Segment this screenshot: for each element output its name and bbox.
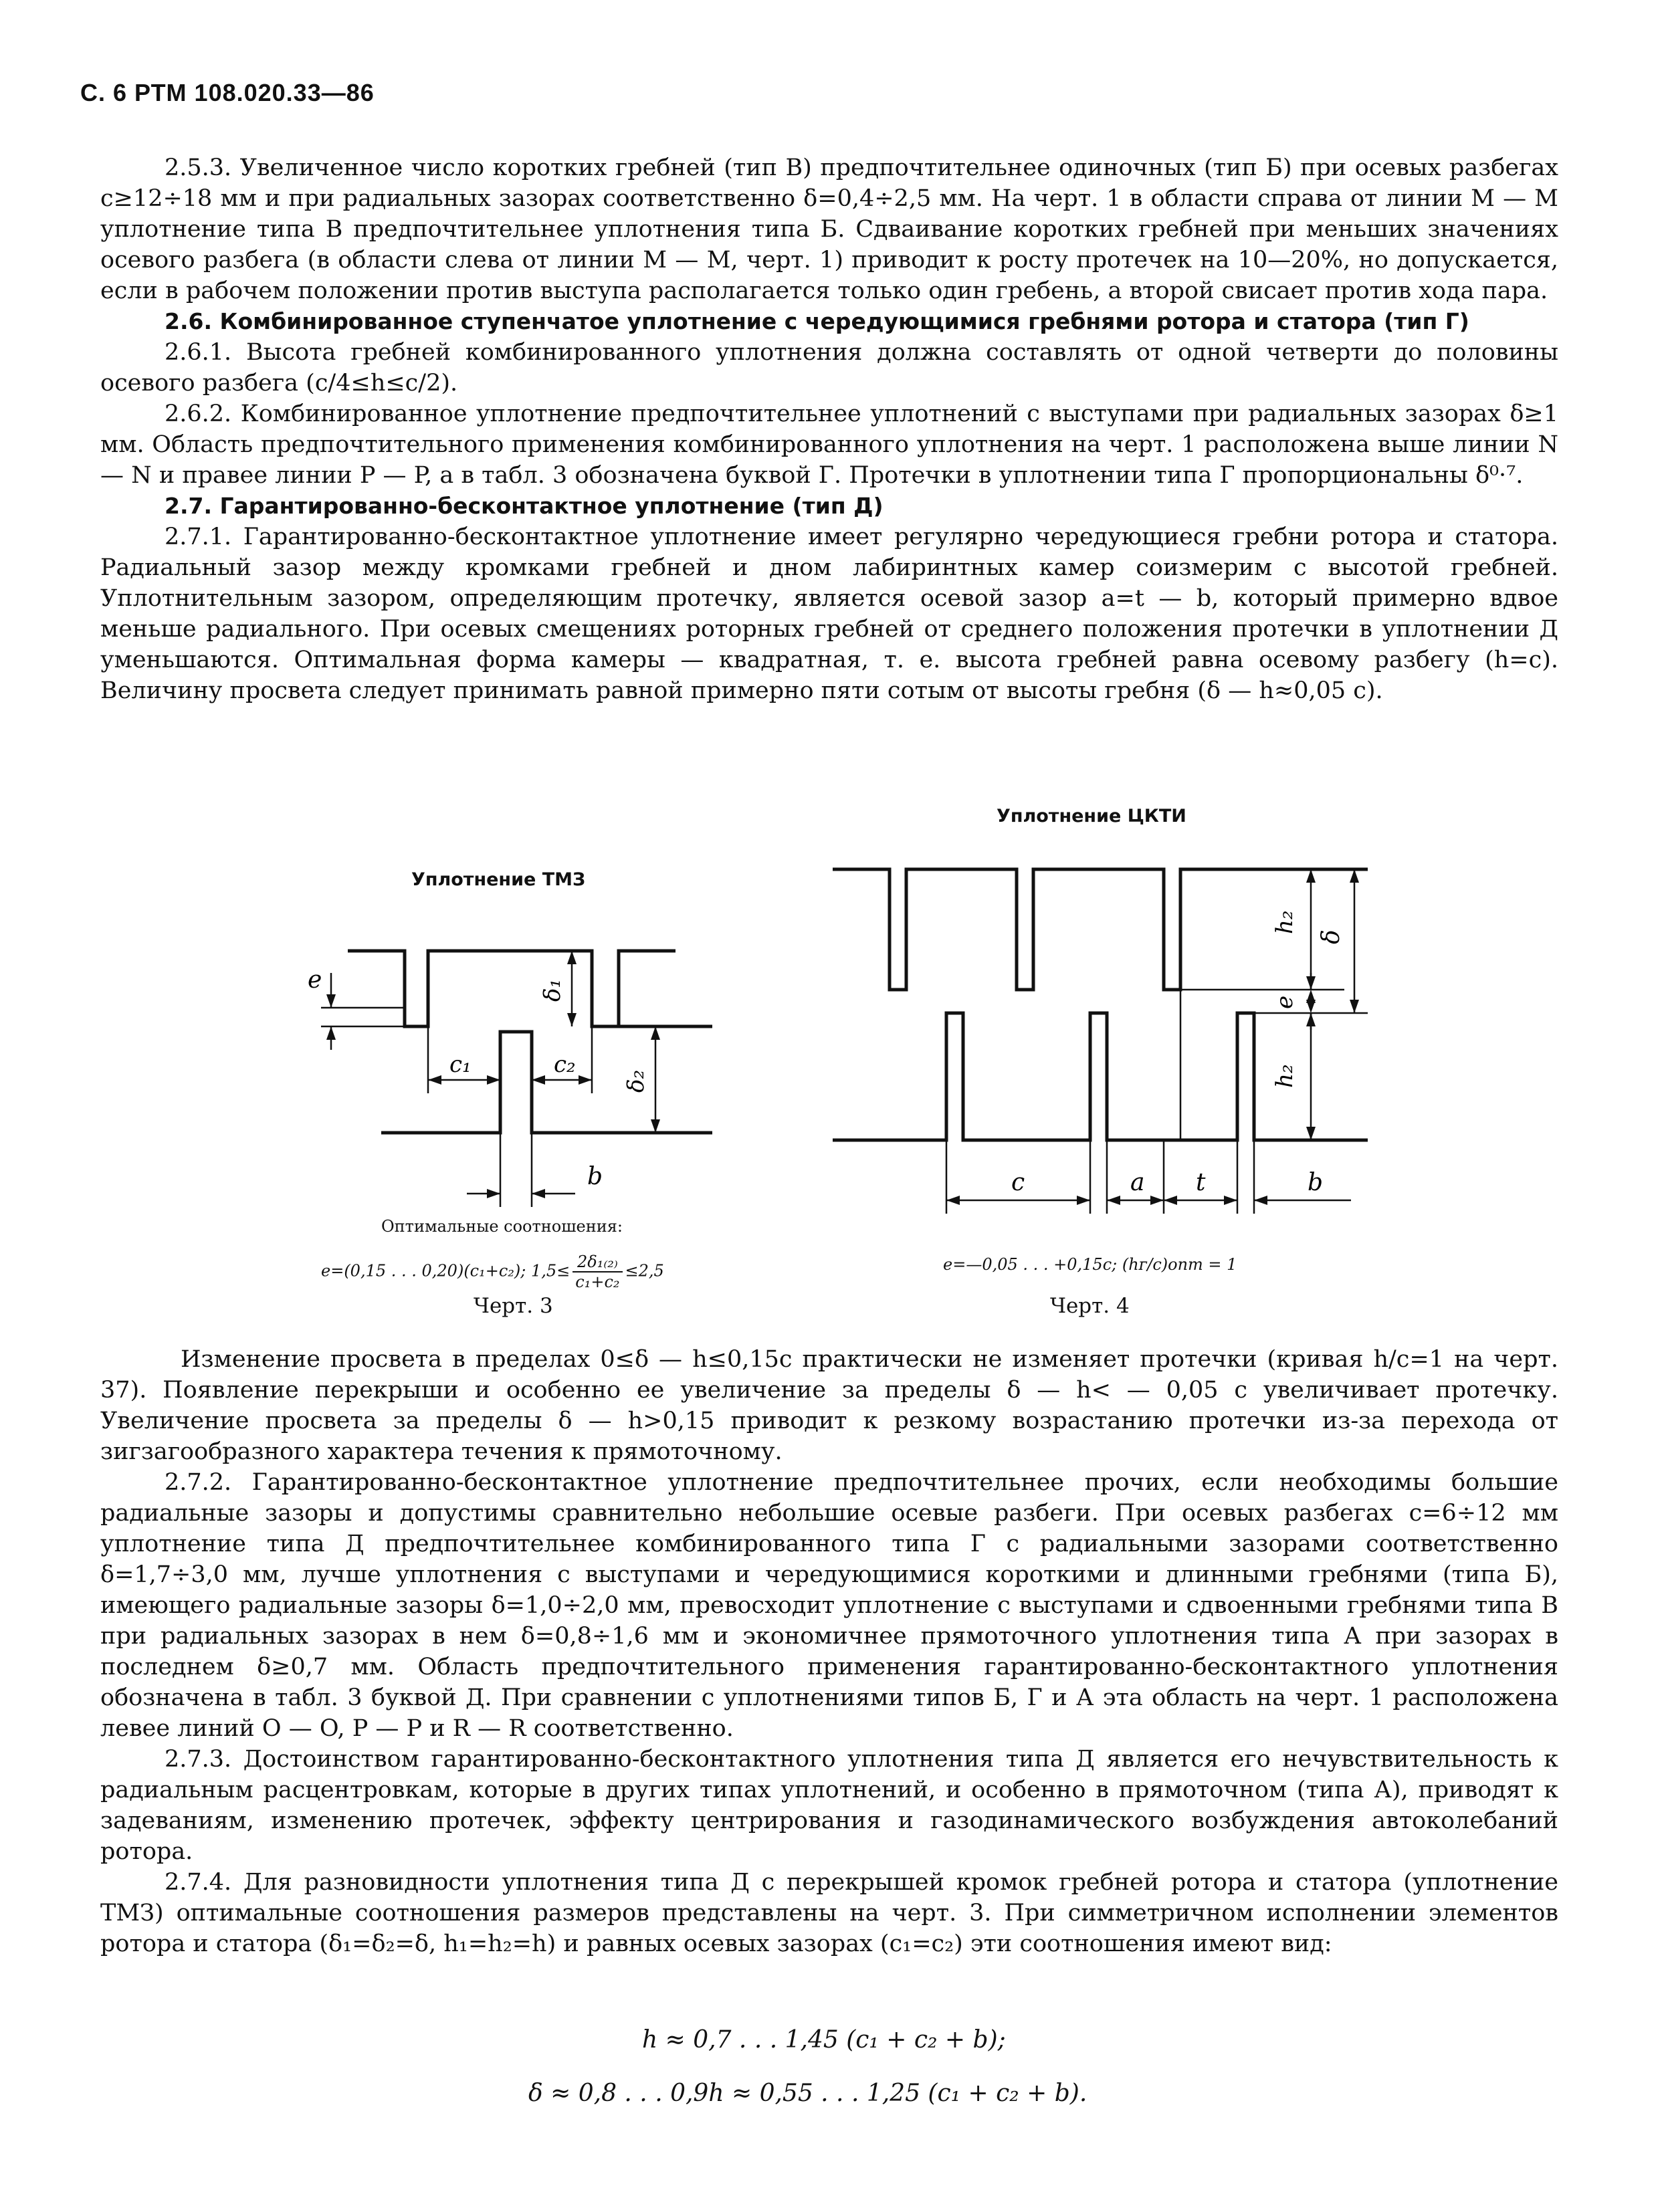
figure-3-caption: Черт. 3: [474, 1294, 553, 1318]
top-text-block: [100, 152, 1558, 706]
figures-area: [0, 806, 1660, 1341]
paragraph-2-7-1: 2.7.1. Гарантированно-бесконтактное уплотнение имеет регулярно чередующиеся гребни ротора и статора. Радиальный зазор между кромками гребней и дном лабиринтных камер соизмерим с высотой гребней. Уплотнительным зазором, определяющим протечку, является осевой зазор a=t — b, который примерно вдвое меньше радиального. При осевых смещениях роторных гребней от среднего положения протечки в уплотнении Д уменьшаются. Оптимальная форма камеры — квадратная, т. е. высота гребней равна осевому разбегу (h=c). Величину просвета следует принимать равной примерно пяти сотым от высоты гребня (δ — h≈0,05 c).: [100, 524, 1558, 704]
paragraph-2-7-3: 2.7.3. Достоинством гарантированно-бесконтактного уплотнения типа Д является его нечувствительность к радиальным расцентровкам, которые в других типах уплотнений, и особенно в прямоточном (типа А), приводят к задеваниям, изменению протечек, эффекту центрирования и газодинамического возбуждения автоколебаний ротора.: [100, 1746, 1558, 1865]
fig4-label-t: t: [1196, 1169, 1206, 1196]
figure-3-note-title: Оптимальные соотношения:: [381, 1217, 623, 1236]
fig3-label-b: b: [587, 1163, 603, 1190]
fig4-label-e: e: [1271, 995, 1298, 1009]
paragraph-2-6-1: 2.6.1. Высота гребней комбинированного уплотнения должна составлять от одной четверти до половины осевого разбега (c/4≤h≤c/2).: [100, 339, 1558, 397]
fig4-label-c: c: [1011, 1169, 1025, 1196]
fig3-label-delta2: δ₂: [623, 1069, 649, 1093]
paragraph-2-7-2: 2.7.2. Гарантированно-бесконтактное уплотнение предпочтительнее прочих, если необходимы большие радиальные зазоры и допустимы сравнительно небольшие осевые разбеги. При осевых разбегах c=6÷12 мм уплотнение типа Д предпочтительнее комбинированного типа Г с радиальными зазорами соответственно δ=1,7÷3,0 мм, лучше уплотнения с выступами и чередующимися короткими и длинными гребнями (типа Б), имеющего радиальные зазоры δ=1,0÷2,0 мм, превосходит уплотнение с выступами и сдвоенными гребнями типа В при радиальных зазорах в нем δ=0,8÷1,6 мм и экономичнее прямоточного уплотнения типа А при зазорах в последнем δ≥0,7 мм. Область предпочтительного применения гарантированно-бесконтактного уплотнения обозначена в табл. 3 буквой Д. При сравнении с уплотнениями типов Б, Г и А эта область на черт. 1 расположена левее линий O — O, P — P и R — R соответственно.: [100, 1469, 1558, 1742]
figure-3-formula-left: e=(0,15 . . . 0,20)(c₁+c₂); 1,5≤: [321, 1261, 570, 1281]
fig3-label-delta1: δ₁: [539, 978, 566, 1002]
paragraph-2-6-2: 2.6.2. Комбинированное уплотнение предпочтительнее уплотнений с выступами при радиальных зазорах δ≥1 мм. Область предпочтительного применения комбинированного уплотнения на черт. 1 расположена выше линии N — N и правее линии P — P, а в табл. 3 обозначена буквой Г. Протечки в уплотнении типа Г пропорциональны δ⁰·⁷.: [100, 401, 1558, 489]
figure-4-caption: Черт. 4: [1050, 1294, 1130, 1318]
heading-2-6: 2.6. Комбинированное ступенчатое уплотнение с чередующимися гребнями ротора и статора (тип Г): [165, 308, 1469, 334]
fig3-label-c1: c₁: [449, 1051, 472, 1078]
fig3-label-c2: c₂: [554, 1051, 576, 1078]
figure-3-fraction: [573, 1252, 622, 1291]
figure-4: [816, 806, 1418, 1341]
figure-3-note-formula: [321, 1252, 664, 1291]
figure-3-formula-right: ≤2,5: [625, 1261, 664, 1281]
figure-3-fraction-den: c₁+c₂: [575, 1273, 620, 1291]
figure-4-note-formula: e=—0,05 . . . +0,15c; (hᴦ/c)опт = 1: [943, 1255, 1237, 1274]
fig3-label-e: e: [308, 966, 322, 994]
fig4-label-a: a: [1130, 1169, 1145, 1196]
figure-3-diagram: [294, 806, 776, 1207]
figure-3-fraction-num: 2δ₁₍₂₎: [573, 1252, 622, 1273]
paragraph-2-5-3: 2.5.3. Увеличенное число коротких гребней (тип В) предпочтительнее одиночных (тип Б) при осевых разбегах c≥12÷18 мм и при радиальных зазорах соответственно δ=0,4÷2,5 мм. На черт. 1 в области справа от линии M — M уплотнение типа В предпочтительнее уплотнения типа Б. Сдваивание коротких гребней при меньших значениях осевого разбега (в области слева от линии M — M, черт. 1) приводит к росту протечек на 10—20%, но допускается, если в рабочем положении против выступа располагается только один гребень, а второй свисает против хода пара.: [100, 154, 1558, 304]
page-header: С. 6 РТМ 108.020.33—86: [80, 79, 375, 106]
figure-4-title: Уплотнение ЦКТИ: [997, 806, 1186, 826]
paragraph-2-7-4: 2.7.4. Для разновидности уплотнения типа Д с перекрышей кромок гребней ротора и статора (уплотнение ТМЗ) оптимальные соотношения размеров представлены на черт. 3. При симметричном исполнении элементов ротора и статора (δ₁=δ₂=δ, h₁=h₂=h) и равных осевых зазорах (c₁=c₂) эти соотношения имеют вид:: [100, 1869, 1558, 1957]
paragraph-continuation: Изменение просвета в пределах 0≤δ — h≤0,15c практически не изменяет протечки (кривая h/c=1 на черт. 37). Появление перекрыши и особенно ее увеличение за пределы δ — h< — 0,05 c увеличивает протечку. Увеличение просвета за пределы δ — h>0,15 приводит к резкому возрастанию протечки из-за перехода от зигзагообразного характера течения к прямоточному.: [100, 1346, 1558, 1465]
fig4-label-h2-top: h₂: [1271, 910, 1298, 934]
figure-3-title: Уплотнение ТМЗ: [411, 869, 586, 890]
formula-h: h ≈ 0,7 . . . 1,45 (c₁ + c₂ + b);: [642, 2026, 1006, 2054]
formula-delta: δ ≈ 0,8 . . . 0,9h ≈ 0,55 . . . 1,25 (c₁ + c₂ + b).: [528, 2080, 1087, 2107]
figure-4-diagram: [816, 806, 1418, 1220]
fig4-label-b: b: [1308, 1169, 1324, 1196]
figure-3: [294, 806, 776, 1341]
fig4-label-delta: δ: [1318, 929, 1345, 944]
heading-2-7: 2.7. Гарантированно-бесконтактное уплотнение (тип Д): [165, 493, 884, 519]
fig4-label-h2-bottom: h₂: [1271, 1064, 1298, 1088]
bottom-text-block: [100, 1344, 1558, 1959]
